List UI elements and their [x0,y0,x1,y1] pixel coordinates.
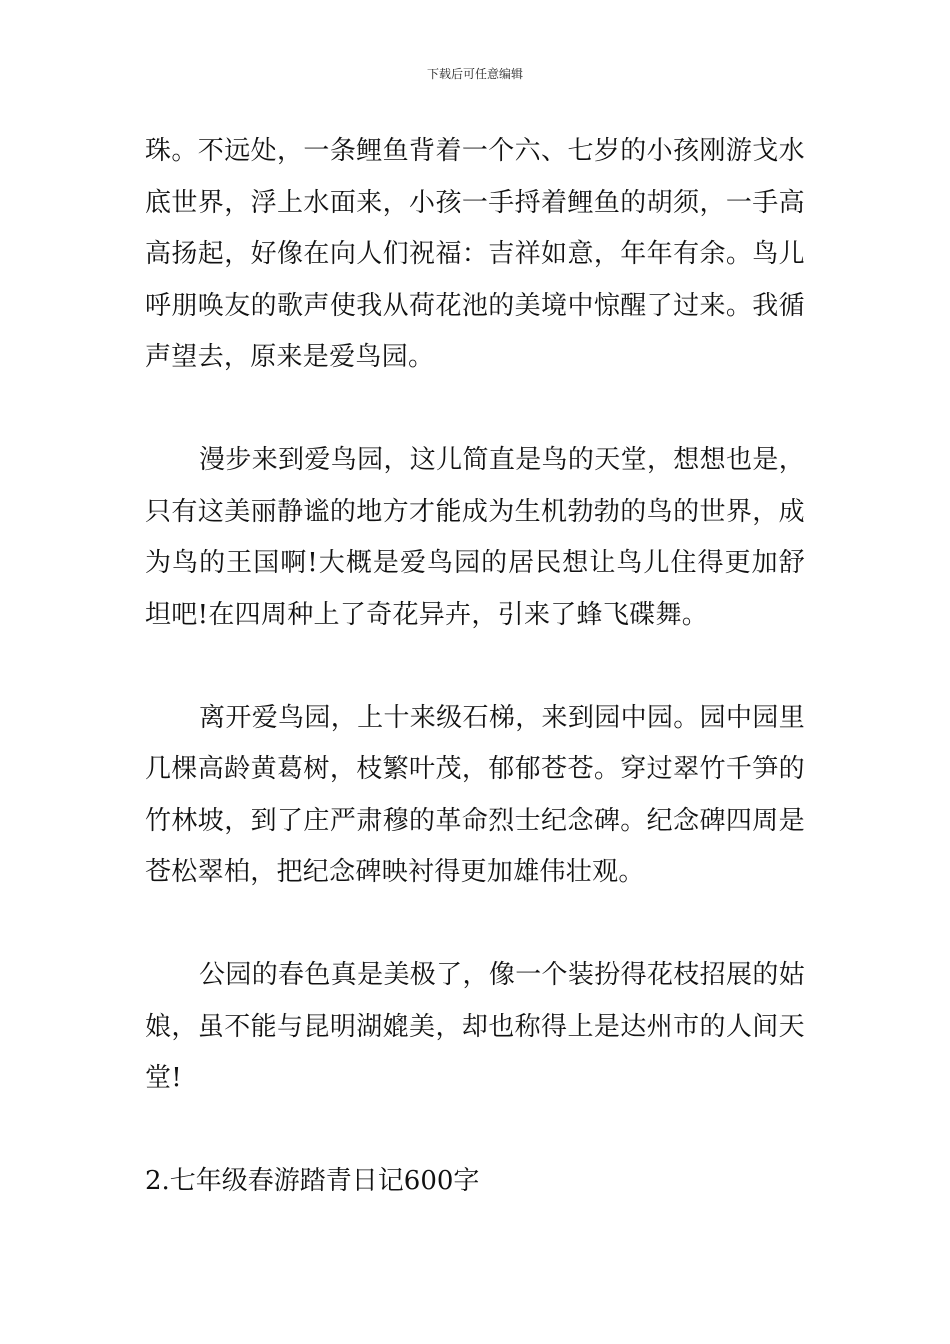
paragraph-continued: 珠。不远处，一条鲤鱼背着一个六、七岁的小孩刚游戈水底世界，浮上水面来，小孩一手捋着鲤鱼的胡须，一手高高扬起，好像在向人们祝福：吉祥如意，年年有余。鸟儿呼朋唤友的歌声使我从荷花池的美境中惊醒了过来。我循声望去，原来是爱鸟园。 [145,136,805,372]
page-header-note: 下载后可任意编辑 [426,67,523,81]
paragraph-bird-garden: 漫步来到爱鸟园，这儿简直是鸟的天堂，想想也是，只有这美丽静谧的地方才能成为生机勃勃的鸟的世界，成为鸟的王国啊!大概是爱鸟园的居民想让鸟儿住得更加舒坦吧!在四周种上了奇花异卉，引来了蜂飞碟舞。 [145,445,805,630]
section-heading: 2.七年级春游踏青日记600字 [145,1166,480,1196]
paragraph-conclusion: 公园的春色真是美极了，像一个装扮得花枝招展的姑娘，虽不能与昆明湖媲美，却也称得上是达州市的人间天堂! [145,960,805,1093]
paragraph-garden-in-garden: 离开爱鸟园，上十来级石梯，来到园中园。园中园里几棵高龄黄葛树，枝繁叶茂，郁郁苍苍。穿过翠竹千笋的竹林坡，到了庄严肃穆的革命烈士纪念碑。纪念碑四周是苍松翠柏，把纪念碑映衬得更加雄伟壮观。 [145,702,805,887]
document-body [145,126,805,1208]
